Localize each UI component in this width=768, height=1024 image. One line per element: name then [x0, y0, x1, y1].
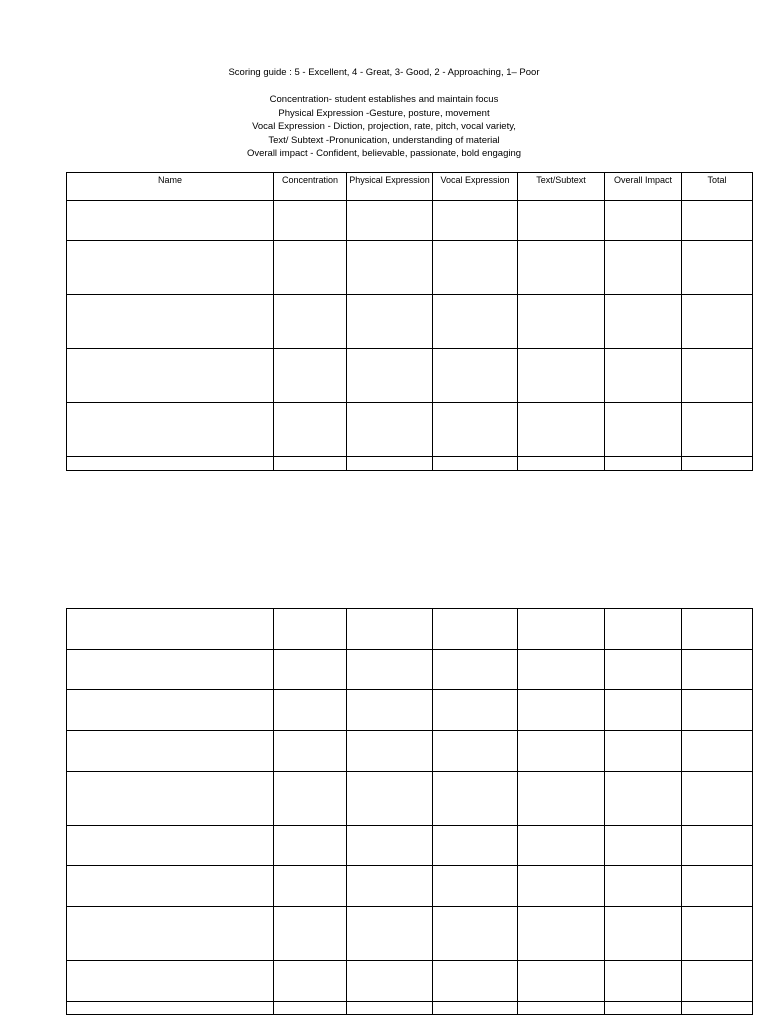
header-concentration: Concentration [274, 173, 347, 201]
total-cell[interactable] [682, 609, 753, 650]
name-cell[interactable] [67, 731, 274, 772]
overall-impact-cell[interactable] [605, 403, 682, 457]
table-row [67, 241, 753, 295]
table-row [67, 1002, 753, 1015]
physical-expression-cell[interactable] [347, 457, 433, 471]
criterion-vocal-expression: Vocal Expression - Diction, projection, rate, pitch, vocal variety, [252, 121, 516, 132]
table-row [67, 866, 753, 907]
table-row [67, 201, 753, 241]
overall-impact-cell[interactable] [605, 609, 682, 650]
vocal-expression-cell[interactable] [433, 1002, 518, 1015]
name-cell[interactable] [67, 866, 274, 907]
vocal-expression-cell[interactable] [433, 772, 518, 826]
name-cell[interactable] [67, 609, 274, 650]
physical-expression-cell[interactable] [347, 349, 433, 403]
text-subtext-cell[interactable] [518, 826, 605, 866]
name-cell[interactable] [67, 650, 274, 690]
overall-impact-cell[interactable] [605, 295, 682, 349]
text-subtext-cell[interactable] [518, 201, 605, 241]
name-cell[interactable] [67, 772, 274, 826]
total-cell[interactable] [682, 826, 753, 866]
scoring-table-2 [66, 608, 753, 1015]
physical-expression-cell[interactable] [347, 295, 433, 349]
overall-impact-cell[interactable] [605, 1002, 682, 1015]
total-cell[interactable] [682, 907, 753, 961]
concentration-cell[interactable] [274, 201, 347, 241]
name-cell[interactable] [67, 349, 274, 403]
overall-impact-cell[interactable] [605, 731, 682, 772]
table-row [67, 457, 753, 471]
overall-impact-cell[interactable] [605, 866, 682, 907]
text-subtext-cell[interactable] [518, 907, 605, 961]
physical-expression-cell[interactable] [347, 826, 433, 866]
overall-impact-cell[interactable] [605, 201, 682, 241]
vocal-expression-cell[interactable] [433, 609, 518, 650]
text-subtext-cell[interactable] [518, 457, 605, 471]
concentration-cell[interactable] [274, 866, 347, 907]
table-row [67, 295, 753, 349]
table-row [67, 961, 753, 1002]
scoring-table-1 [66, 172, 753, 471]
overall-impact-cell[interactable] [605, 241, 682, 295]
total-cell[interactable] [682, 731, 753, 772]
vocal-expression-cell[interactable] [433, 866, 518, 907]
concentration-cell[interactable] [274, 731, 347, 772]
overall-impact-cell[interactable] [605, 650, 682, 690]
concentration-cell[interactable] [274, 1002, 347, 1015]
overall-impact-cell[interactable] [605, 690, 682, 731]
vocal-expression-cell[interactable] [433, 907, 518, 961]
physical-expression-cell[interactable] [347, 241, 433, 295]
total-cell[interactable] [682, 403, 753, 457]
table-row [67, 349, 753, 403]
physical-expression-cell[interactable] [347, 690, 433, 731]
name-cell[interactable] [67, 403, 274, 457]
name-cell[interactable] [67, 457, 274, 471]
concentration-cell[interactable] [274, 650, 347, 690]
table-row [67, 650, 753, 690]
criterion-physical-expression: Physical Expression -Gesture, posture, movement [278, 107, 490, 119]
header-physical-expression: Physical Expression [347, 173, 433, 201]
table-row [67, 826, 753, 866]
total-cell[interactable] [682, 772, 753, 826]
spacer [0, 80, 768, 94]
text-subtext-cell[interactable] [518, 403, 605, 457]
physical-expression-cell[interactable] [347, 772, 433, 826]
total-cell[interactable] [682, 457, 753, 471]
text-subtext-cell[interactable] [518, 690, 605, 731]
total-cell[interactable] [682, 690, 753, 731]
concentration-cell[interactable] [274, 907, 347, 961]
table-row [67, 609, 753, 650]
text-subtext-cell[interactable] [518, 731, 605, 772]
physical-expression-cell[interactable] [347, 609, 433, 650]
overall-impact-cell[interactable] [605, 907, 682, 961]
vocal-expression-cell[interactable] [433, 731, 518, 772]
vocal-expression-cell[interactable] [433, 403, 518, 457]
name-cell[interactable] [67, 241, 274, 295]
vocal-expression-cell[interactable] [433, 349, 518, 403]
overall-impact-cell[interactable] [605, 772, 682, 826]
physical-expression-cell[interactable] [347, 403, 433, 457]
total-cell[interactable] [682, 201, 753, 241]
concentration-cell[interactable] [274, 241, 347, 295]
table-row [67, 772, 753, 826]
header-text-subtext: Text/Subtext [518, 173, 605, 201]
concentration-cell[interactable] [274, 295, 347, 349]
total-cell[interactable] [682, 295, 753, 349]
text-subtext-cell[interactable] [518, 609, 605, 650]
total-cell[interactable] [682, 650, 753, 690]
total-cell[interactable] [682, 961, 753, 1002]
physical-expression-cell[interactable] [347, 201, 433, 241]
header-total: Total [682, 173, 753, 201]
overall-impact-cell[interactable] [605, 961, 682, 1002]
physical-expression-cell[interactable] [347, 650, 433, 690]
text-subtext-cell[interactable] [518, 241, 605, 295]
overall-impact-cell[interactable] [605, 457, 682, 471]
text-subtext-cell[interactable] [518, 1002, 605, 1015]
scoring-scale: Scoring guide : 5 - Excellent, 4 - Great, 3- Good, 2 - Approaching, 1– Poor [228, 67, 540, 78]
physical-expression-cell[interactable] [347, 907, 433, 961]
concentration-cell[interactable] [274, 961, 347, 1002]
concentration-cell[interactable] [274, 609, 347, 650]
name-cell[interactable] [67, 201, 274, 241]
physical-expression-cell[interactable] [347, 731, 433, 772]
vocal-expression-cell[interactable] [433, 457, 518, 471]
header-vocal-expression: Vocal Expression [433, 173, 518, 201]
physical-expression-cell[interactable] [347, 1002, 433, 1015]
overall-impact-cell[interactable] [605, 826, 682, 866]
text-subtext-cell[interactable] [518, 349, 605, 403]
name-cell[interactable] [67, 961, 274, 1002]
vocal-expression-cell[interactable] [433, 961, 518, 1002]
name-cell[interactable] [67, 690, 274, 731]
physical-expression-cell[interactable] [347, 961, 433, 1002]
concentration-cell[interactable] [274, 349, 347, 403]
table-row [67, 690, 753, 731]
criterion-concentration: Concentration- student establishes and maintain focus [269, 94, 499, 105]
table-row [67, 731, 753, 772]
scoring-guide [0, 66, 768, 161]
name-cell[interactable] [67, 826, 274, 866]
criterion-text-subtext: Text/ Subtext -Pronunication, understanding of material [268, 134, 500, 146]
table-row [67, 403, 753, 457]
overall-impact-cell[interactable] [605, 349, 682, 403]
vocal-expression-cell[interactable] [433, 241, 518, 295]
text-subtext-cell[interactable] [518, 866, 605, 907]
text-subtext-cell[interactable] [518, 772, 605, 826]
concentration-cell[interactable] [274, 457, 347, 471]
total-cell[interactable] [682, 241, 753, 295]
criterion-overall-impact: Overall impact - Confident, believable, passionate, bold engaging [246, 148, 522, 159]
concentration-cell[interactable] [274, 772, 347, 826]
header-name: Name [67, 173, 274, 201]
table-row [67, 907, 753, 961]
total-cell[interactable] [682, 866, 753, 907]
text-subtext-cell[interactable] [518, 295, 605, 349]
name-cell[interactable] [67, 907, 274, 961]
header-overall-impact: Overall Impact [605, 173, 682, 201]
concentration-cell[interactable] [274, 403, 347, 457]
physical-expression-cell[interactable] [347, 866, 433, 907]
text-subtext-cell[interactable] [518, 650, 605, 690]
vocal-expression-cell[interactable] [433, 295, 518, 349]
vocal-expression-cell[interactable] [433, 826, 518, 866]
vocal-expression-cell[interactable] [433, 650, 518, 690]
concentration-cell[interactable] [274, 690, 347, 731]
total-cell[interactable] [682, 349, 753, 403]
name-cell[interactable] [67, 1002, 274, 1015]
text-subtext-cell[interactable] [518, 961, 605, 1002]
vocal-expression-cell[interactable] [433, 690, 518, 731]
concentration-cell[interactable] [274, 826, 347, 866]
header-row [67, 173, 753, 201]
vocal-expression-cell[interactable] [433, 201, 518, 241]
name-cell[interactable] [67, 295, 274, 349]
total-cell[interactable] [682, 1002, 753, 1015]
